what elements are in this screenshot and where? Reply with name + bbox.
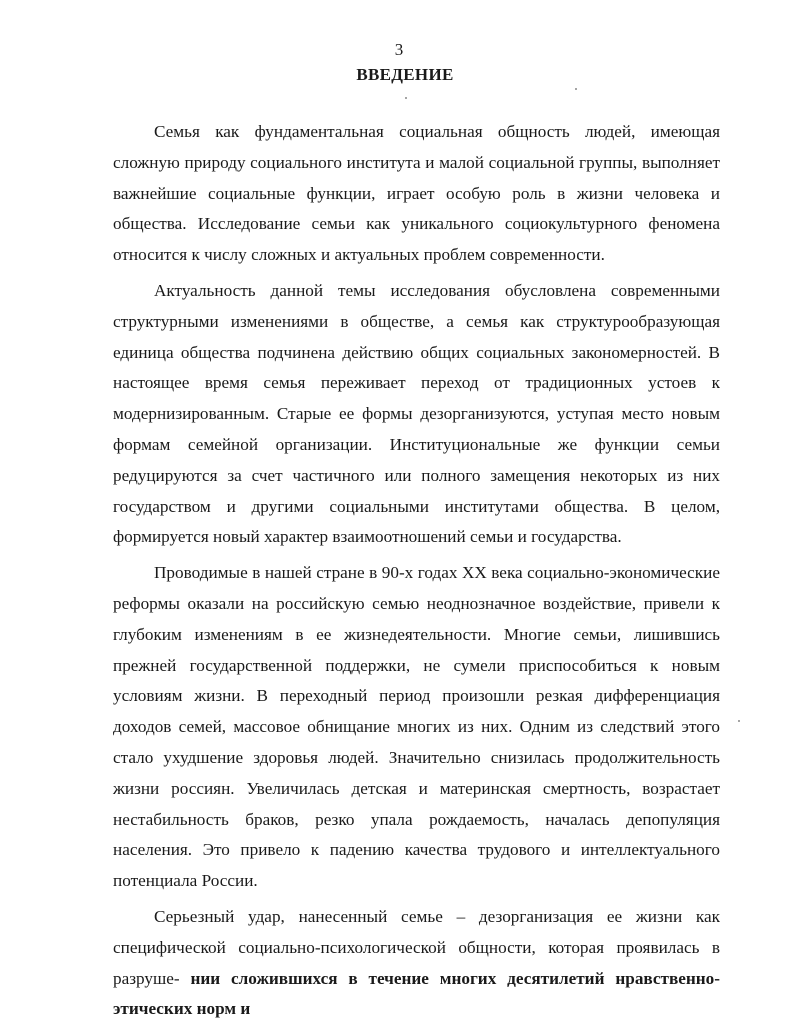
paragraph-text: Серьезный удар, нанесенный семье – дезорганизация ее жизни как специфической социально-психологической общности, которая проявилась в разруше- (113, 906, 720, 988)
scan-speck (738, 720, 740, 722)
page-title: ВВЕДЕНИЕ (356, 65, 454, 84)
paragraph-reforms: Проводимые в нашей стране в 90-х годах XX века социально-экономические реформы оказали на российскую семью неоднозначное воздействие, привели к глубоким изменениям в ее жизнедеятельности. Многие семьи, лишившись прежней государственной поддержки, не сумели приспособиться к новым условиям жизни. В переходный период произошли резкая дифференциация доходов семей, массовое обнищание многих из них. Одним из следствий этого стало ухудшение здоровья людей. Значительно снизилась продолжительность жизни россиян. Увеличилась детская и материнская смертность, возрастает нестабильность браков, резко упала рождаемость, началась депопуляция населения. Это привело к падению качества трудового и интеллектуального потенциала России. (113, 563, 720, 891)
document-body (113, 117, 720, 1025)
paragraph-disorganization (113, 902, 720, 1025)
paragraph-relevance: Актуальность данной темы исследования обусловлена современными структурными изменениями в обществе, а семья как структурообразующая единица общества подчинена действию общих социальных закономерностей. В настоящее время семья переживает переход от традиционных устоев к модернизированным. Старые ее формы дезорганизуются, уступая место новым формам семейной организации. Институциональные же функции семьи редуцируются за счет частичного или полного замещения некоторых из них государством и другими социальными институтами общества. В целом, формируется новый характер взаимоотношений семьи и государства. (113, 280, 720, 547)
page-number: 3 (394, 40, 404, 59)
bold-text-line: нии сложившихся в течение многих десятилетий нравственно-этических норм и (113, 968, 721, 1019)
scan-speck (405, 97, 407, 99)
paragraph-intro: Семья как фундаментальная социальная общность людей, имеющая сложную природу социального института и малой социальной группы, выполняет важнейшие социальные функции, играет особую роль в жизни человека и общества. Исследование семьи как уникального социокультурного феномена относится к числу сложных и актуальных проблем современности. (113, 122, 720, 265)
scan-speck (575, 88, 577, 90)
